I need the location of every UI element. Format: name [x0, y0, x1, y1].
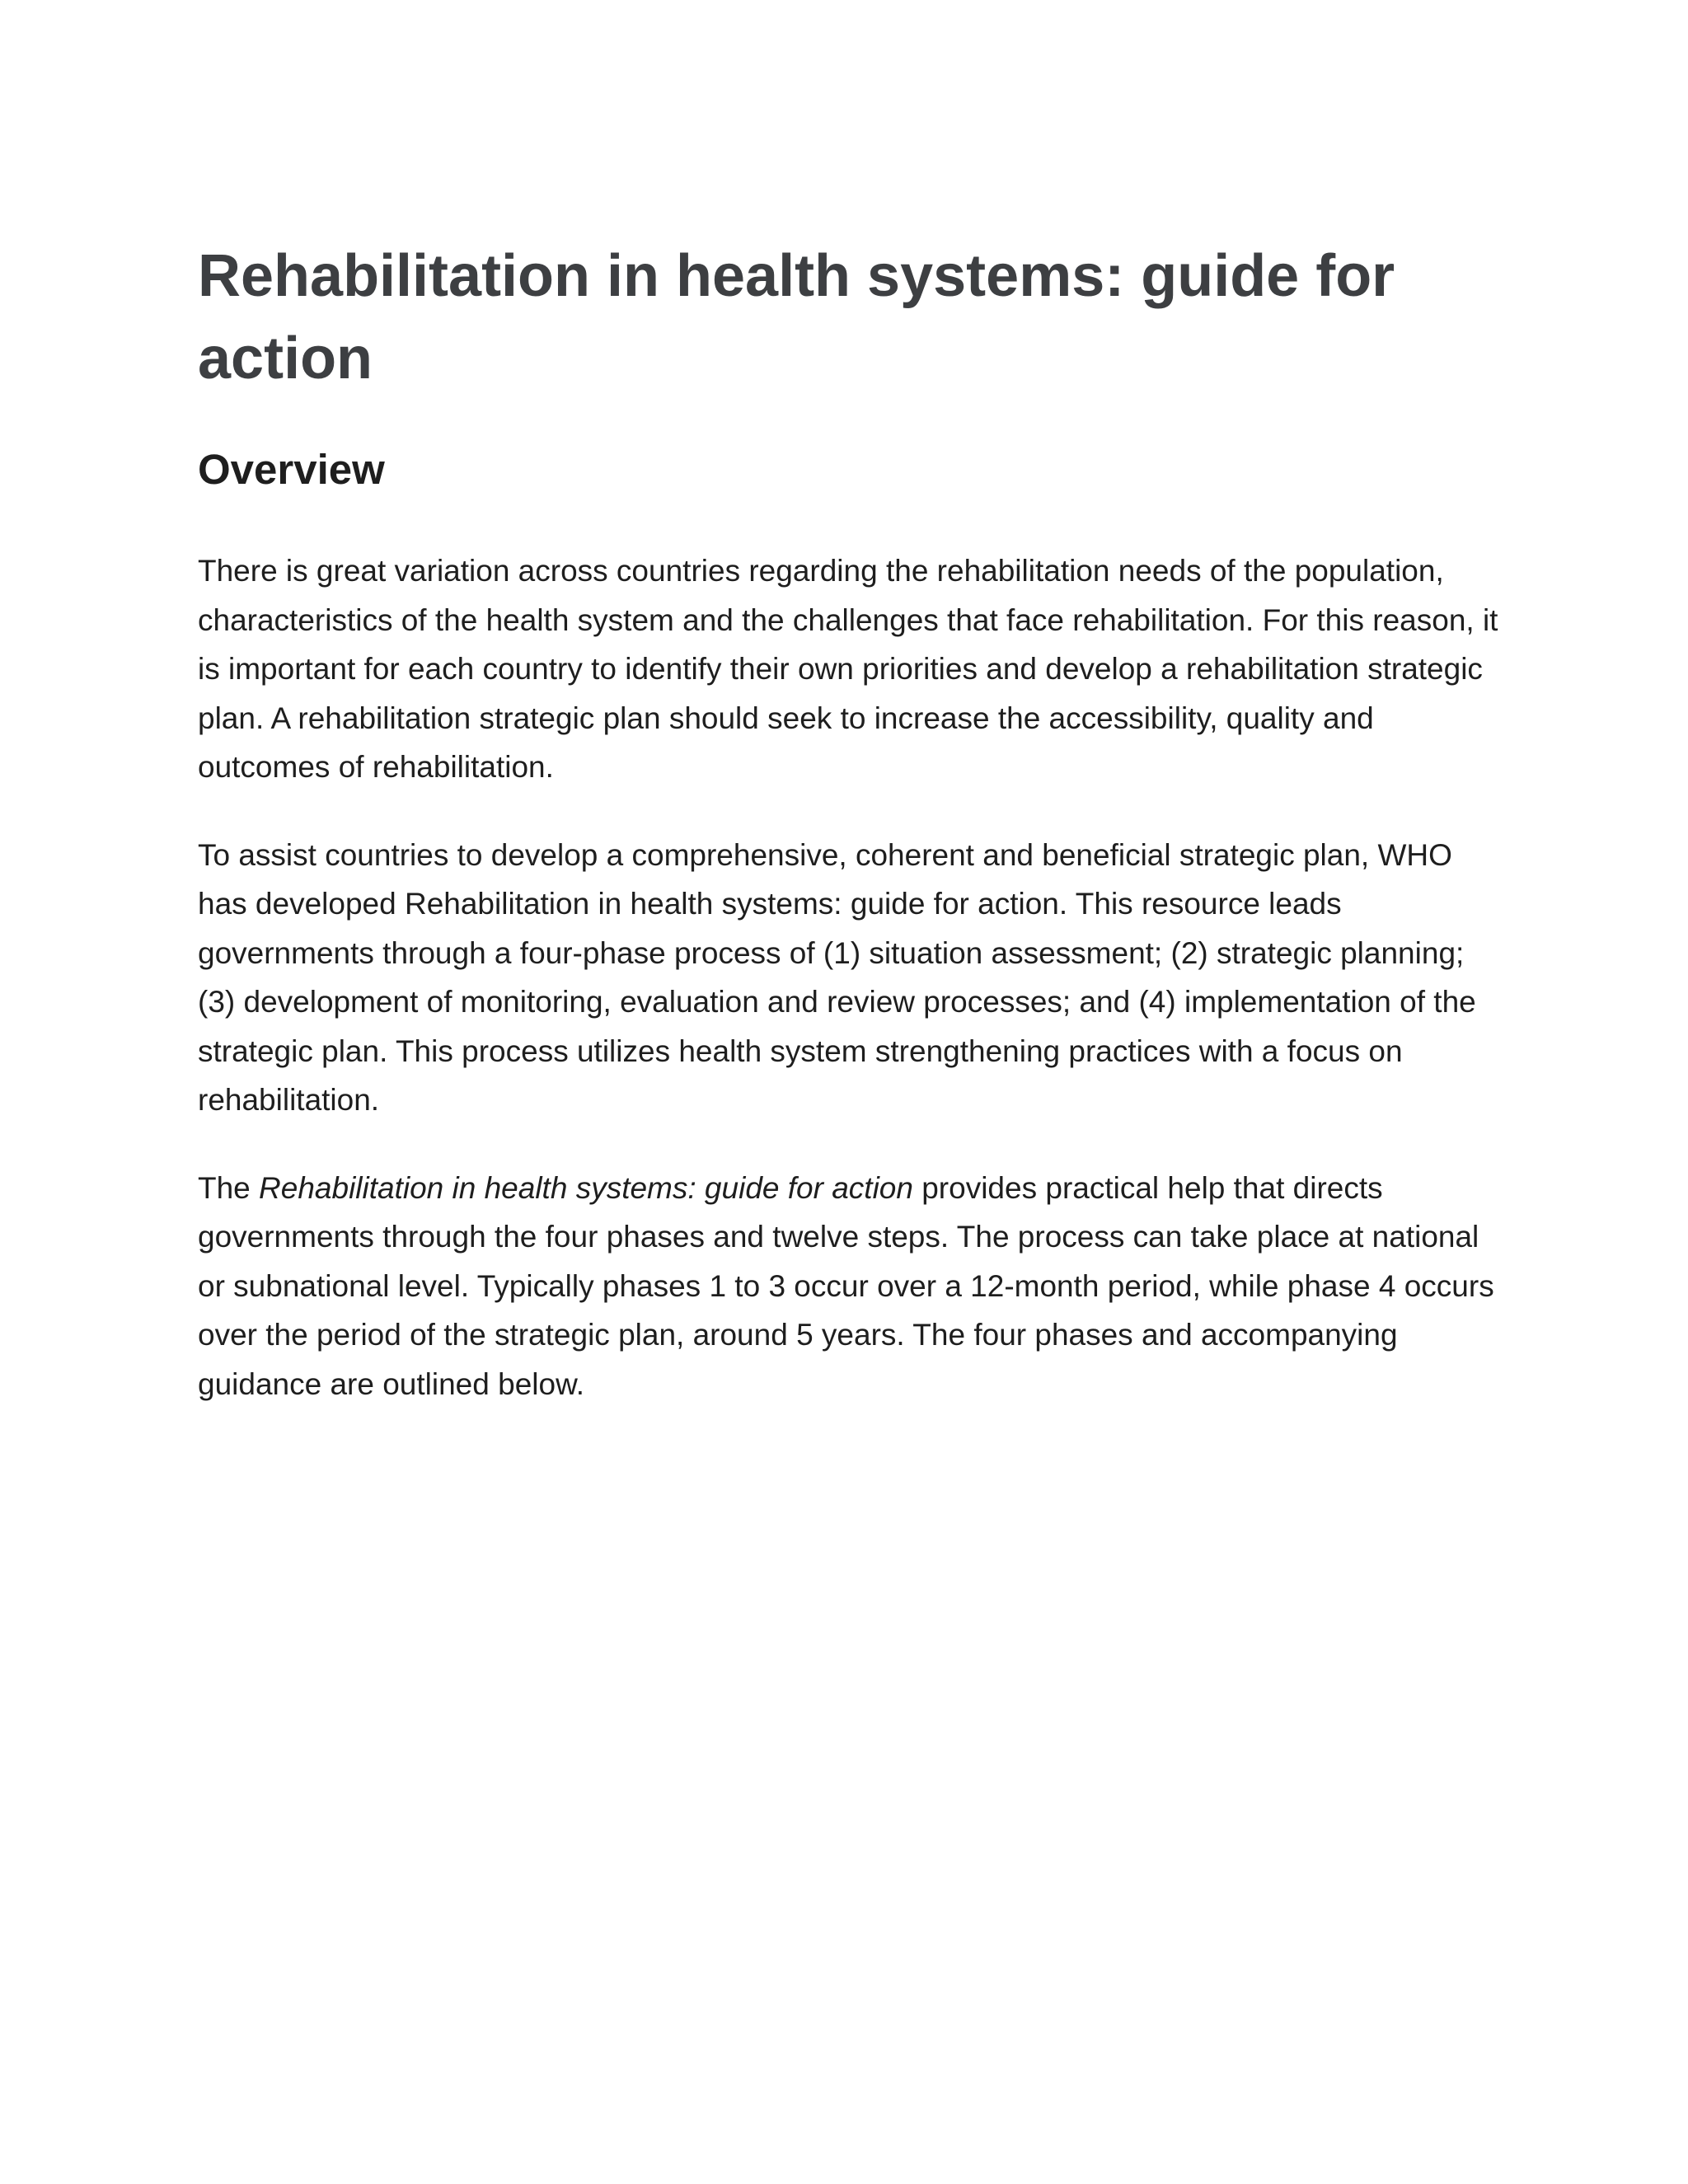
document-page: [198, 235, 1500, 1408]
paragraph-3-prefix: The: [198, 1170, 260, 1205]
paragraph-3-text: provides practical help that directs governments through the four phases and twelve steps. The process can take place at national or subnational level. Typically phases 1 to 3 occur over a 12-month period, while phase 4 occurs over the period of the strategic plan, around 5 years. The four phases and accompanying guidance are outlined below.: [198, 1170, 1494, 1401]
section-heading-overview: Overview: [198, 446, 385, 493]
paragraph-3: [198, 1164, 1500, 1409]
guide-title-italic: Rehabilitation in health systems: guide for action: [259, 1170, 913, 1205]
paragraph-2: To assist countries to develop a comprehensive, coherent and beneficial strategic plan, WHO has developed Rehabilitation in health systems: guide for action. This resource leads governments through a four-phase process of (1) situation assessment; (2) strategic planning; (3) development of monitoring, evaluation and review processes; and (4) implementation of the strategic plan. This process utilizes health system strengthening practices with a focus on rehabilitation.: [198, 837, 1476, 1117]
paragraph-1: There is great variation across countries regarding the rehabilitation needs of the population, characteristics of the health system and the challenges that face rehabilitation. For this reason, it is important for each country to identify their own priorities and develop a rehabilitation strategic plan. A rehabilitation strategic plan should seek to increase the accessibility, quality and outcomes of rehabilitation.: [198, 554, 1498, 784]
document-title: Rehabilitation in health systems: guide for action: [198, 243, 1395, 391]
